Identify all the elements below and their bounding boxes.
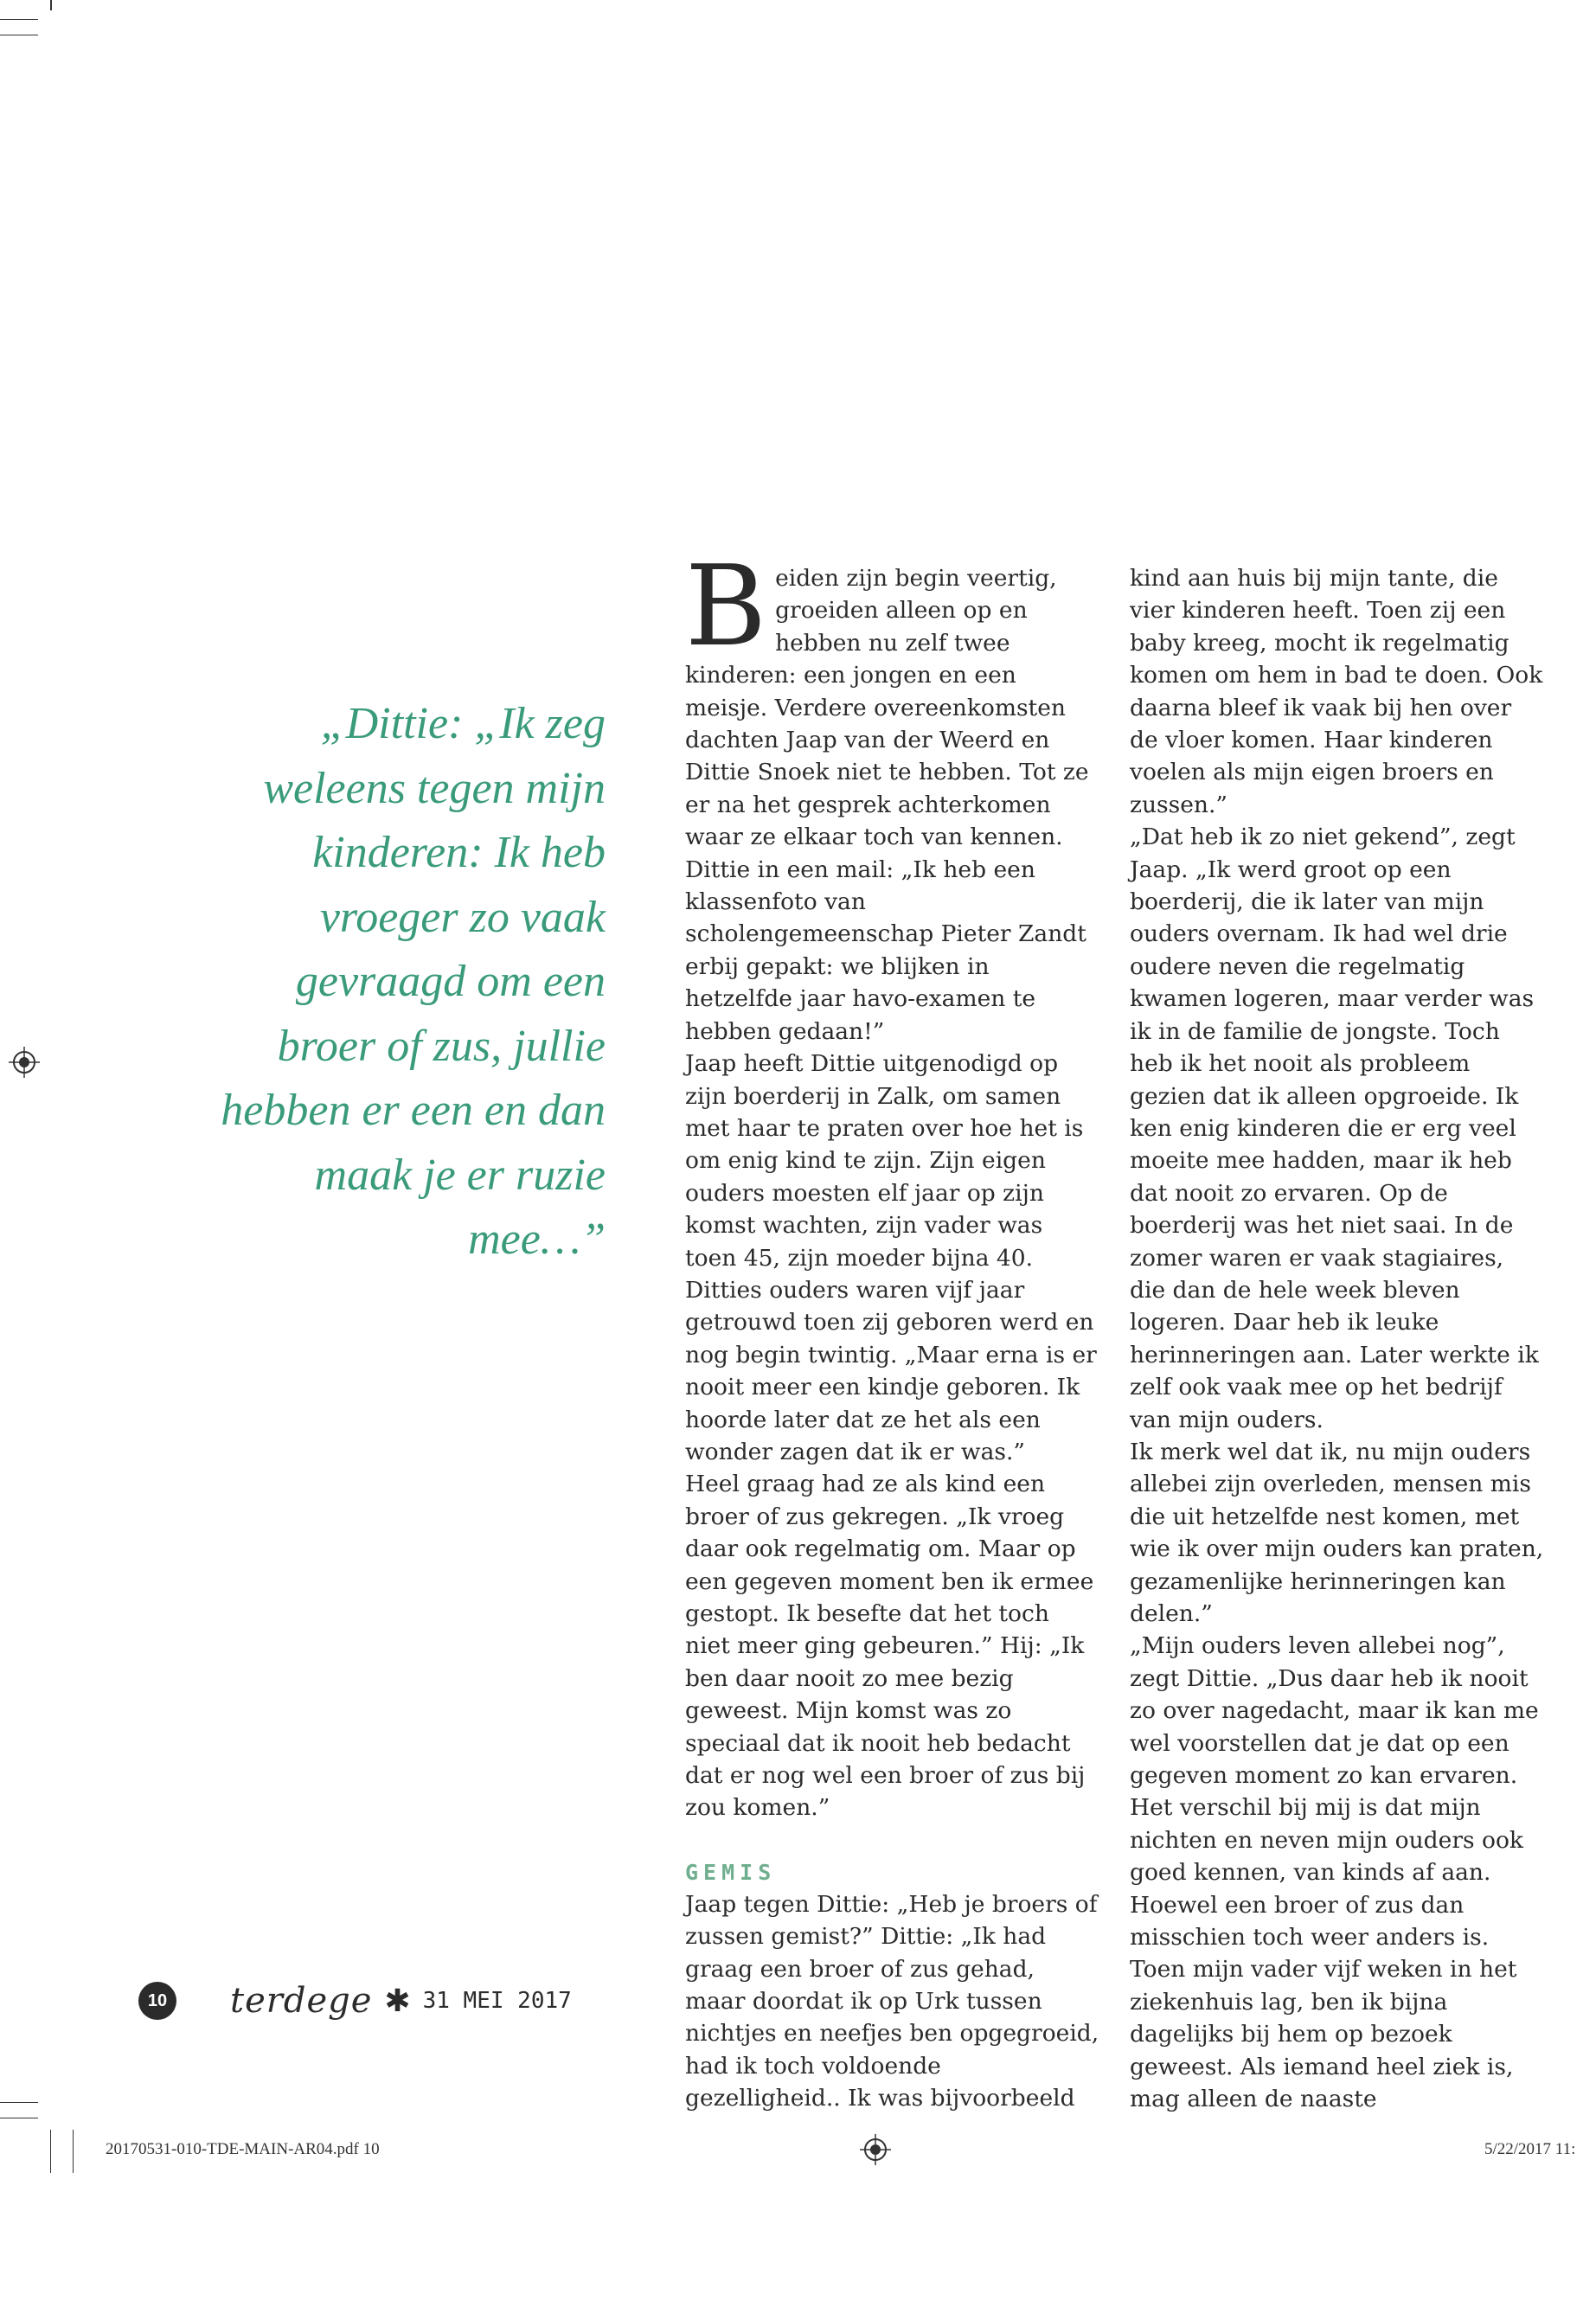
page-number-badge: 10	[138, 1982, 176, 2020]
article-paragraph	[685, 542, 1100, 1048]
crop-mark-bottom-vertical-1	[50, 2130, 51, 2173]
issue-date: 31 MEI 2017	[422, 1988, 572, 2014]
print-slug-timestamp: 5/22/2017 11:	[1484, 2140, 1576, 2158]
paragraph-text: eiden zijn begin veertig, groeiden alleen op en hebben nu zelf twee kinderen: een jongen en een meisje. Verdere overeenkomsten dachten Jaap van der Weerd en Dittie Snoek niet te hebben. Tot ze er na het gesprek achterkomen waar ze elkaar toch van kennen. Dittie in een mail: „Ik heb een klassenfoto van scholengemeenschap Pieter Zandt erbij gepakt: we blijken in hetzelfde jaar havo-examen te hebben gedaan!”	[685, 565, 1089, 1045]
crop-mark-bottom-vertical-2	[73, 2130, 74, 2173]
star-separator-icon: ✱	[384, 1983, 411, 2019]
article-column-2	[1130, 562, 1545, 2116]
print-slug-filename: 20170531-010-TDE-MAIN-AR04.pdf 10	[106, 2140, 380, 2158]
article-paragraph: „Mijn ouders leven allebei nog”, zegt Dittie. „Dus daar heb ik nooit zo over nagedacht, maar ik kan me wel voorstellen dat je dat op een gegeven moment zo kan ervaren. Het verschil bij mij is dat mijn nichten en neven mijn ouders ook goed kennen, van kinds af aan. Hoewel een broer of zus dan misschien toch weer anders is. Toen mijn vader vijf weken in het ziekenhuis lag, ben ik bijna dagelijks bij hem op bezoek geweest. Als iemand heel ziek is, mag alleen de naaste	[1130, 1632, 1539, 2113]
article-column-1	[685, 542, 1100, 2115]
article-paragraph: Jaap tegen Dittie: „Heb je broers of zussen gemist?” Dittie: „Ik had graag een broer of zus gehad, maar doordat ik op Urk tussen nichtjes en neefjes ben opgegroeid, had ik toch voldoende gezelligheid.. Ik was bijvoorbeeld	[685, 1890, 1099, 2112]
article-paragraph: kind aan huis bij mijn tante, die vier kinderen heeft. Toen zij een baby kreeg, mocht ik regelmatig komen om hem in bad te doen. Ook daarna bleef ik vaak bij hen over de vloer komen. Haar kinderen voelen als mijn eigen broers en zussen.”	[1130, 565, 1543, 818]
crop-mark-top-vertical	[50, 0, 52, 10]
article-paragraph: Ik merk wel dat ik, nu mijn ouders allebei zijn overleden, mensen mis die uit hetzelfde nest komen, met wie ik over mijn ouders kan praten, gezamenlijke herinneringen kan delen.”	[1130, 1438, 1544, 1627]
crop-mark-top-horizontal-1	[0, 19, 38, 20]
registration-mark-bottom-icon	[860, 2134, 891, 2165]
article-paragraph: Heel graag had ze als kind een broer of zus gekregen. „Ik vroeg daar ook regelmatig om. Maar op een gegeven moment ben ik ermee gestopt. Ik besefte dat het toch niet meer ging gebeuren.” Hij: „Ik ben daar nooit zo mee bezig geweest. Mijn komst was zo speciaal dat ik nooit heb bedacht dat er nog wel een broer of zus bij zou komen.”	[685, 1471, 1094, 1822]
magazine-logo: terdege	[230, 1981, 373, 2021]
crop-mark-bottom-horizontal-1	[0, 2102, 38, 2103]
page-footer	[138, 1979, 572, 2022]
registration-mark-left-icon	[9, 1047, 40, 1078]
drop-cap: B	[685, 542, 767, 671]
article-paragraph: Jaap heeft Dittie uitgenodigd op zijn boerderij in Zalk, om samen met haar te praten over hoe het is om enig kind te zijn. Zijn eigen ouders moesten elf jaar op zijn komst wachten, zijn vader was toen 45, zijn moeder bijna 40. Ditties ouders waren vijf jaar getrouwd toen zij geboren werd en nog begin twintig. „Maar erna is er nooit meer een kindje geboren. Ik hoorde later dat ze het als een wonder zagen dat ik er was.”	[685, 1050, 1097, 1465]
pull-quote: „Dittie: „Ik zeg weleens tegen mijn kinderen: Ik heb vroeger zo vaak gevraagd om een broer of zus, jullie hebben er een en dan maak je er ruzie mee…”	[221, 699, 606, 1264]
section-heading: GEMIS	[685, 1859, 777, 1885]
article-paragraph: „Dat heb ik zo niet gekend”, zegt Jaap. „Ik werd groot op een boerderij, die ik later van mijn ouders overnam. Ik had wel drie oudere neven die regelmatig kwamen logeren, maar verder was ik in de familie de jongste. Toch heb ik het nooit als probleem gezien dat ik alleen opgroeide. Ik ken enig kinderen die er erg veel moeite mee hadden, maar ik heb dat nooit zo ervaren. Op de boerderij was het niet saai. In de zomer waren er vaak stagiaires, die dan de hele week bleven logeren. Daar heb ik leuke herinneringen aan. Later werkte ik zelf ook vaak mee op het bedrijf van mijn ouders.	[1130, 824, 1539, 1433]
